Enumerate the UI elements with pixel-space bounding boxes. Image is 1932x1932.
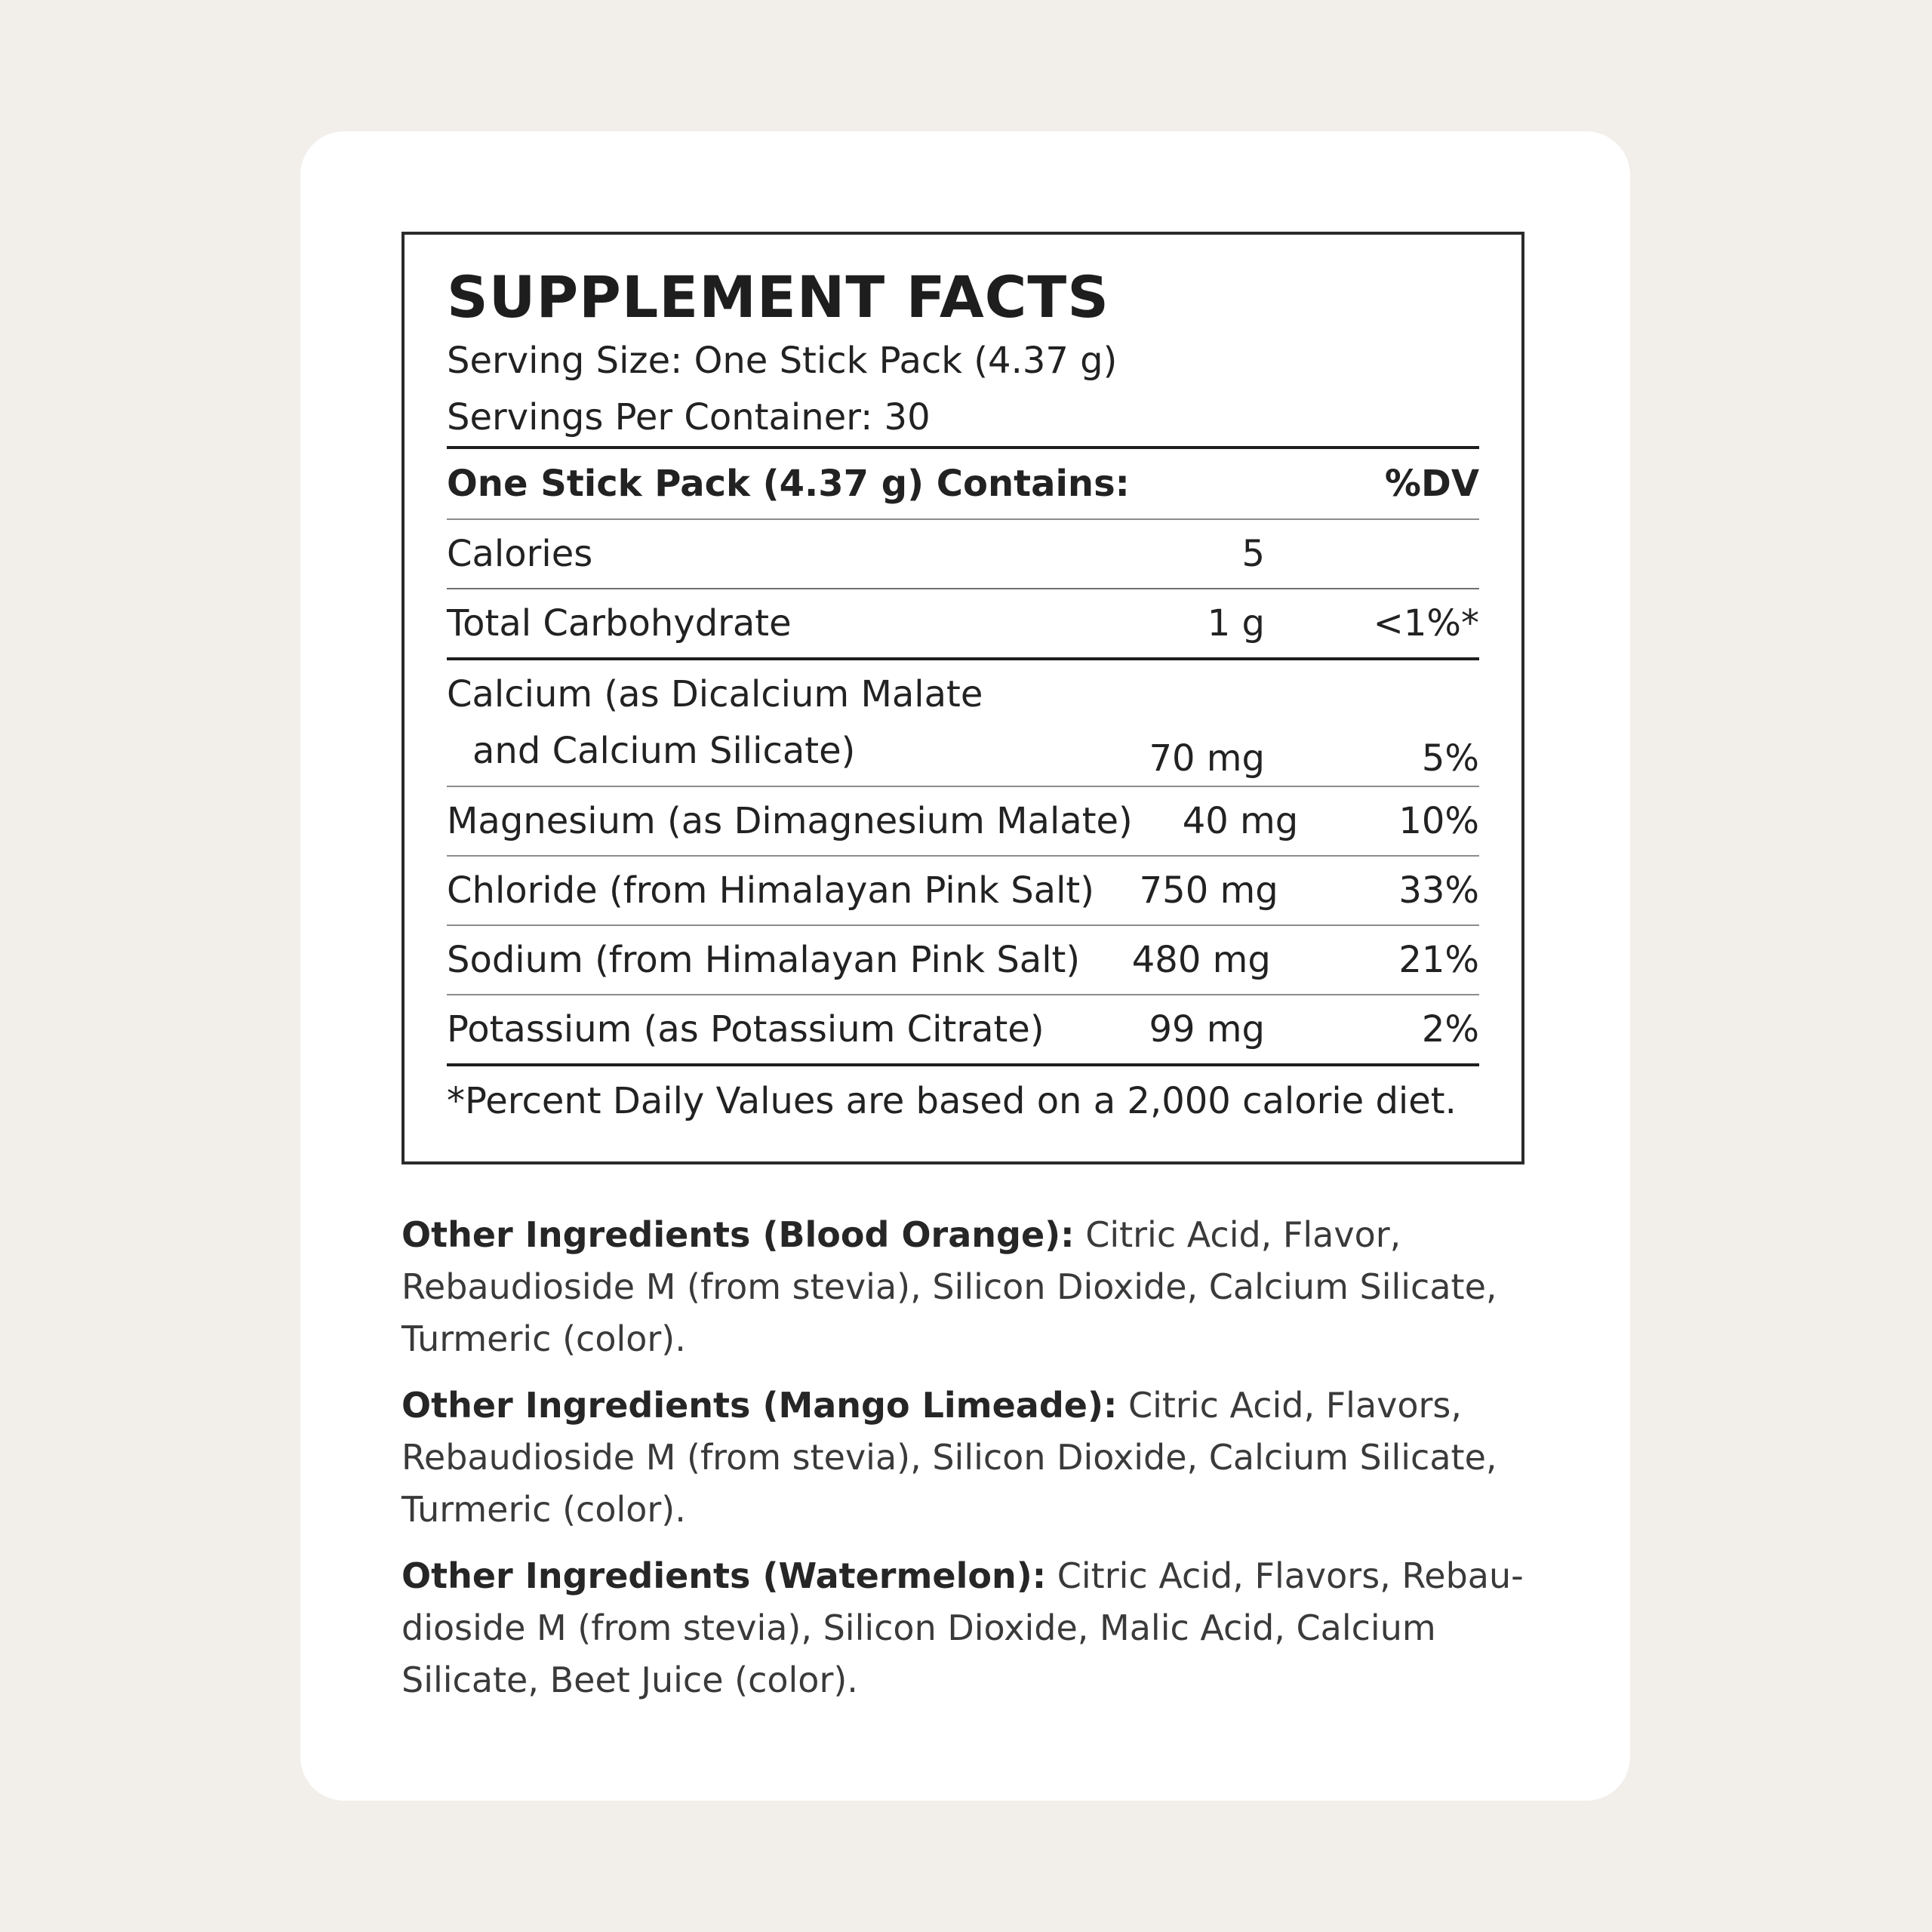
ingredients-label: Other Ingredients (Watermelon): [401, 1555, 1047, 1596]
nutrient-name-wrap [447, 660, 1069, 786]
header-contains: One Stick Pack (4.37 g) Contains: [447, 463, 1130, 505]
servings-per-container: Servings Per Container: 30 [447, 396, 931, 438]
nutrient-name: Chloride (from Himalayan Pink Salt) [447, 869, 1094, 912]
nutrient-row-calcium [447, 660, 1479, 786]
ingredients-text: Citric Acid, Flavors, Rebau-dioside M (from stevia), Silicon Dioxide, Malic Acid, Calcium Silicate, Beet Juice (color). [401, 1555, 1524, 1700]
nutrient-amount: 40 mg [1182, 800, 1299, 842]
supplement-facts-content [447, 262, 1479, 1136]
ingredients-watermelon [401, 1550, 1541, 1706]
nutrient-row-total-carbohydrate [447, 589, 1479, 657]
nutrient-amount: 70 mg [1149, 737, 1265, 780]
header-dv: %DV [1384, 463, 1479, 505]
nutrient-amount: 1 g [1207, 602, 1265, 645]
supplement-facts-panel [401, 232, 1524, 1164]
nutrient-row-magnesium [447, 787, 1479, 855]
facts-header-row [447, 449, 1479, 518]
nutrient-name: Potassium (as Potassium Citrate) [447, 1008, 1044, 1051]
nutrient-dv: <1%* [1373, 602, 1479, 645]
label-card [300, 131, 1630, 1801]
ingredients-blood-orange [401, 1209, 1541, 1365]
nutrient-row-calories [447, 520, 1479, 588]
daily-value-footnote: *Percent Daily Values are based on a 2,000 calorie diet. [447, 1080, 1457, 1122]
ingredients-text: Citric Acid, Flavors, Rebaudioside M (from stevia), Silicon Dioxide, Calcium Silicate, Turmeric (color). [401, 1385, 1497, 1530]
facts-title: SUPPLEMENT FACTS [447, 263, 1110, 331]
ingredients-label: Other Ingredients (Blood Orange): [401, 1214, 1075, 1255]
nutrient-row-sodium [447, 926, 1479, 994]
nutrient-name: Total Carbohydrate [447, 602, 792, 645]
nutrient-name: Sodium (from Himalayan Pink Salt) [447, 939, 1081, 981]
ingredients-label: Other Ingredients (Mango Limeade): [401, 1385, 1118, 1426]
nutrient-name: Calories [447, 533, 593, 575]
nutrient-amount: 750 mg [1139, 869, 1278, 912]
nutrient-row-chloride [447, 857, 1479, 924]
nutrient-dv: 2% [1421, 1008, 1479, 1051]
nutrient-name: Magnesium (as Dimagnesium Malate) [447, 800, 1133, 842]
nutrient-dv: 5% [1421, 737, 1479, 780]
nutrient-dv: 21% [1398, 939, 1479, 981]
nutrient-row-potassium [447, 995, 1479, 1063]
nutrient-amount: 99 mg [1149, 1008, 1265, 1051]
other-ingredients-section [401, 1209, 1541, 1721]
nutrient-amount: 5 [1241, 533, 1265, 575]
ingredients-mango-limeade [401, 1380, 1541, 1536]
nutrient-dv: 33% [1398, 869, 1479, 912]
nutrient-amount: 480 mg [1131, 939, 1271, 981]
serving-size: Serving Size: One Stick Pack (4.37 g) [447, 340, 1118, 382]
nutrient-name-continued: and Calcium Silicate) [472, 730, 856, 772]
nutrient-dv: 10% [1398, 800, 1479, 842]
nutrient-name: Calcium (as Dicalcium Malate [447, 673, 983, 715]
ingredients-text: Citric Acid, Flavor, Rebaudioside M (from stevia), Silicon Dioxide, Calcium Silicate, Turmeric (color). [401, 1214, 1497, 1359]
